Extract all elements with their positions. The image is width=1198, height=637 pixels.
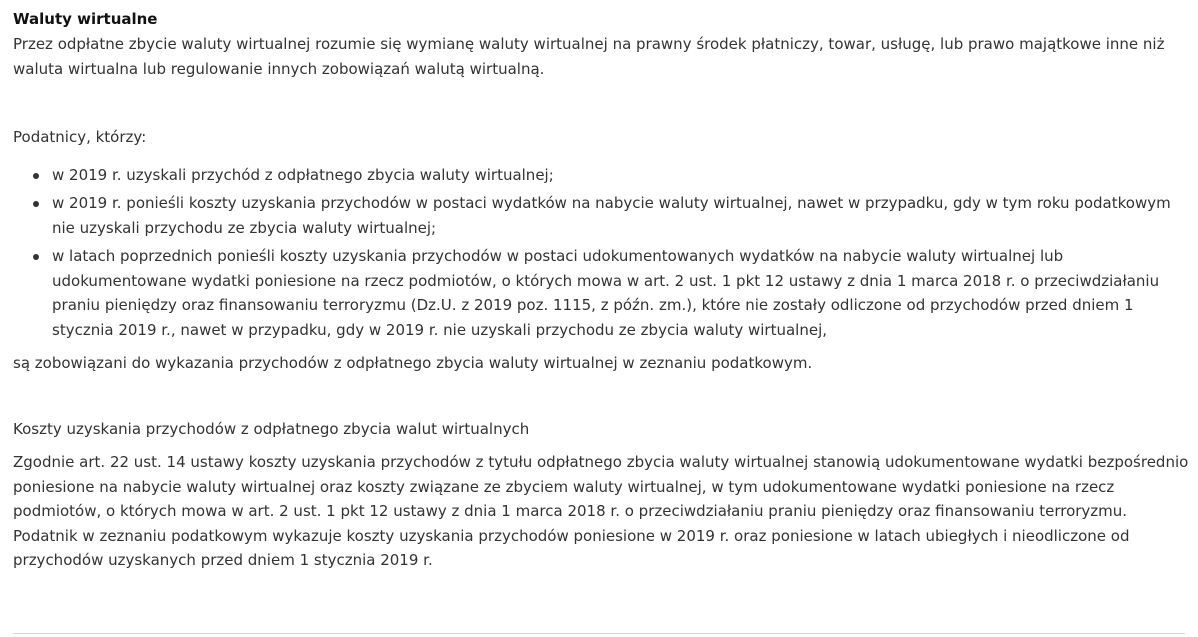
costs-body [13, 450, 1193, 573]
section-title: Waluty wirtualne [13, 10, 158, 28]
bullet-icon [33, 173, 39, 179]
article-content [13, 8, 1193, 573]
costs-paragraph: Podatnik w zeznaniu podatkowym wykazuje koszty uzyskania przychodów poniesione w 2019 r. oraz poniesione w latach ubiegłych i nieodliczone od przychodów uzyskanych przed dniem 1 stycznia 2019 r. [13, 526, 1130, 569]
costs-heading: Koszty uzyskania przychodów z odpłatnego zbycia walut wirtualnych [13, 419, 530, 438]
costs-paragraph: Zgodnie art. 22 ust. 14 ustawy koszty uzyskania przychodów z tytułu odpłatnego zbycia waluty wirtualnej stanowią udokumentowane wydatki bezpośrednio poniesione na nabycie waluty wirtualnej oraz koszty związane ze zbyciem waluty wirtualnej, w tym udokumentowane wydatki poniesione na rzecz podmiotów, o których mowa w art. 2 ust. 1 pkt 12 ustawy z dnia 1 marca 2018 r. o przeciwdziałaniu praniu pieniędzy oraz finansowaniu terroryzmu. [13, 453, 1189, 520]
intro-paragraph: Przez odpłatne zbycie waluty wirtualnej rozumie się wymianę waluty wirtualnej na prawny środek płatniczy, towar, usługę, lub prawo majątkowe inne niż waluta wirtualna lub regulowanie innych zobowiązań walutą wirtualną. [13, 35, 1165, 78]
bullet-icon [33, 254, 39, 260]
taxpayers-label: Podatnicy, którzy: [13, 128, 147, 146]
criteria-list [13, 163, 1193, 343]
bullet-icon [33, 201, 39, 207]
list-item-text: w latach poprzednich ponieśli koszty uzyskania przychodów w postaci udokumentowanych wydatków na nabycie waluty wirtualnej lub udokumentowane wydatki poniesione na rzecz podmiotów, o których mowa w art. 2 ust. 1 pkt 12 ustawy z dnia 1 marca 2018 r. o przeciwdziałaniu praniu pieniędzy oraz finansowaniu terroryzmu (Dz.U. z 2019 poz. 1115, z późn. zm.), które nie zostały odliczone od przychodów przed dniem 1 stycznia 2019 r., nawet w przypadku, gdy w 2019 r. nie uzyskali przychodu ze zbycia waluty wirtualnej, [52, 247, 1160, 339]
list-item [13, 163, 1193, 188]
list-item [13, 191, 1193, 240]
list-item [13, 244, 1193, 342]
list-item-text: w 2019 r. ponieśli koszty uzyskania przychodów w postaci wydatków na nabycie waluty wirtualnej, nawet w przypadku, gdy w tym roku podatkowym nie uzyskali przychodu ze zbycia waluty wirtualnej; [52, 194, 1171, 237]
list-item-text: w 2019 r. uzyskali przychód z odpłatnego zbycia waluty wirtualnej; [52, 165, 554, 184]
obligation-paragraph: są zobowiązani do wykazania przychodów z odpłatnego zbycia waluty wirtualnej w zeznaniu podatkowym. [13, 354, 813, 372]
divider [13, 633, 1185, 634]
